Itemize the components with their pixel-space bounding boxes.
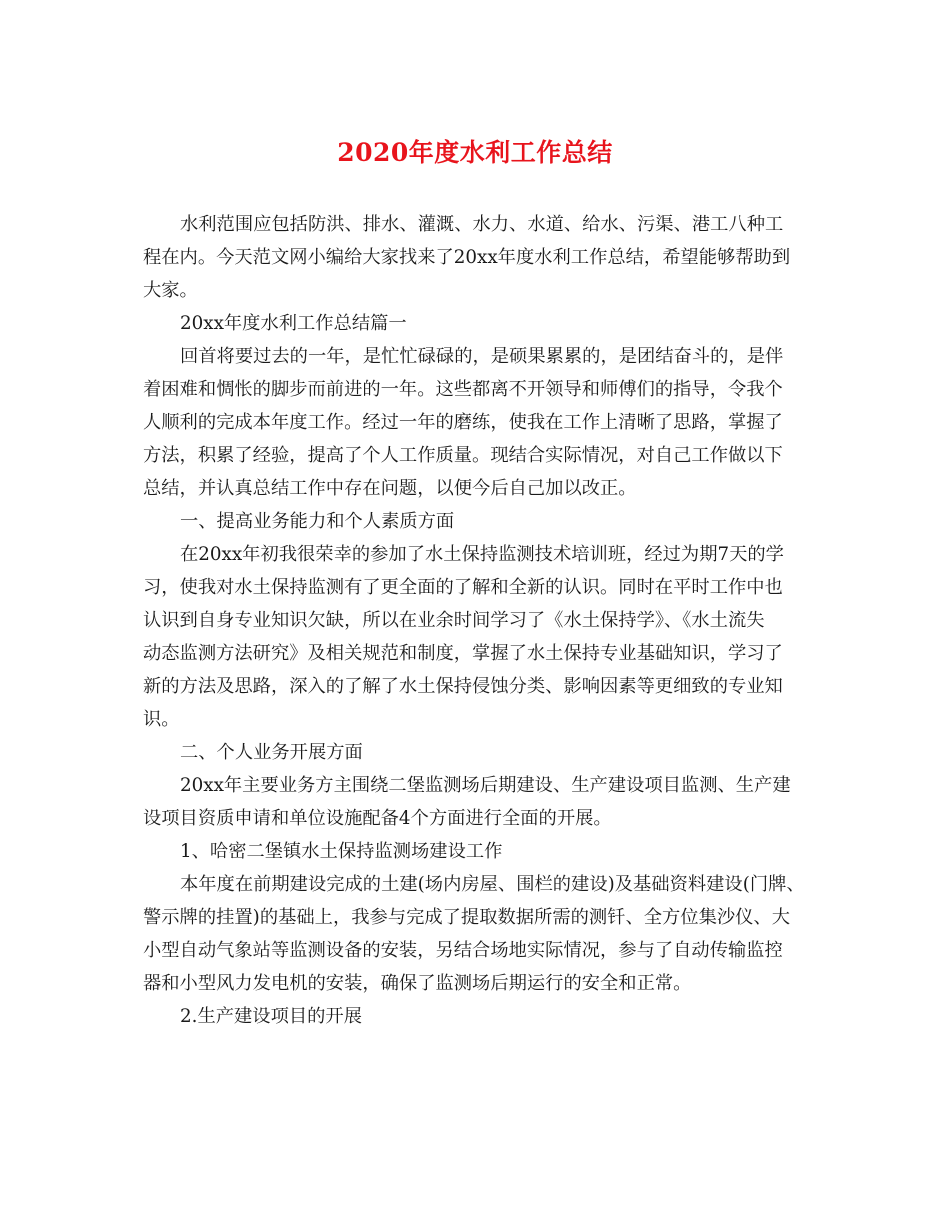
- text-line: 小型自动气象站等监测设备的安装，另结合场地实际情况，参与了自动传输监控: [143, 940, 783, 961]
- text-line: 设项目资质申请和单位设施配备4个方面进行全面的开展。: [143, 808, 612, 829]
- text-line: 本年度在前期建设完成的土建(场内房屋、围栏的建设)及基础资料建设(门牌、: [180, 874, 805, 895]
- text-line: 2.生产建设项目的开展: [180, 1006, 362, 1027]
- text-line: 二、个人业务开展方面: [180, 742, 363, 763]
- text-line: 20xx年主要业务方主围绕二堡监测场后期建设、生产建设项目监测、生产建: [180, 775, 791, 796]
- text-line: 新的方法及思路，深入的了解了水土保持侵蚀分类、影响因素等更细致的专业知: [143, 676, 783, 697]
- text-line: 认识到自身专业知识欠缺，所以在业余时间学习了《水土保持学》、《水土流失: [143, 610, 765, 631]
- text-line: 大家。: [143, 280, 198, 301]
- text-line: 程在内。今天范文网小编给大家找来了20xx年度水利工作总结，希望能够帮助到: [143, 247, 791, 268]
- text-line: 警示牌的挂置)的基础上，我参与完成了提取数据所需的测钎、全方位集沙仪、大: [143, 907, 790, 928]
- text-line: 识。: [143, 709, 180, 730]
- text-line: 一、提高业务能力和个人素质方面: [180, 511, 455, 532]
- text-line: 方法，积累了经验，提高了个人工作质量。现结合实际情况，对自己工作做以下: [143, 445, 783, 466]
- text-line: 器和小型风力发电机的安装，确保了监测场后期运行的安全和正常。: [143, 973, 692, 994]
- text-line: 回首将要过去的一年，是忙忙碌碌的，是硕果累累的，是团结奋斗的，是伴: [180, 346, 784, 367]
- text-line: 习，使我对水土保持监测有了更全面的了解和全新的认识。同时在平时工作中也: [143, 577, 783, 598]
- text-line: 1、哈密二堡镇水土保持监测场建设工作: [180, 841, 503, 862]
- text-line: 人顺利的完成本年度工作。经过一年的磨练，使我在工作上清晰了思路，掌握了: [143, 412, 783, 433]
- text-line: 水利范围应包括防洪、排水、灌溉、水力、水道、给水、污渠、港工八种工: [180, 214, 784, 235]
- document-title: 2020年度水利工作总结: [337, 138, 613, 167]
- text-line: 动态监测方法研究》及相关规范和制度，掌握了水土保持专业基础知识，学习了: [143, 643, 783, 664]
- text-line: 20xx年度水利工作总结篇一: [180, 313, 407, 334]
- text-line: 总结，并认真总结工作中存在问题，以便今后自己加以改正。: [143, 478, 637, 499]
- text-line: 在20xx年初我很荣幸的参加了水土保持监测技术培训班，经过为期7天的学: [180, 544, 784, 565]
- document-body: [143, 208, 813, 1033]
- text-line: 着困难和惆怅的脚步而前进的一年。这些都离不开领导和师傅们的指导，令我个: [143, 379, 783, 400]
